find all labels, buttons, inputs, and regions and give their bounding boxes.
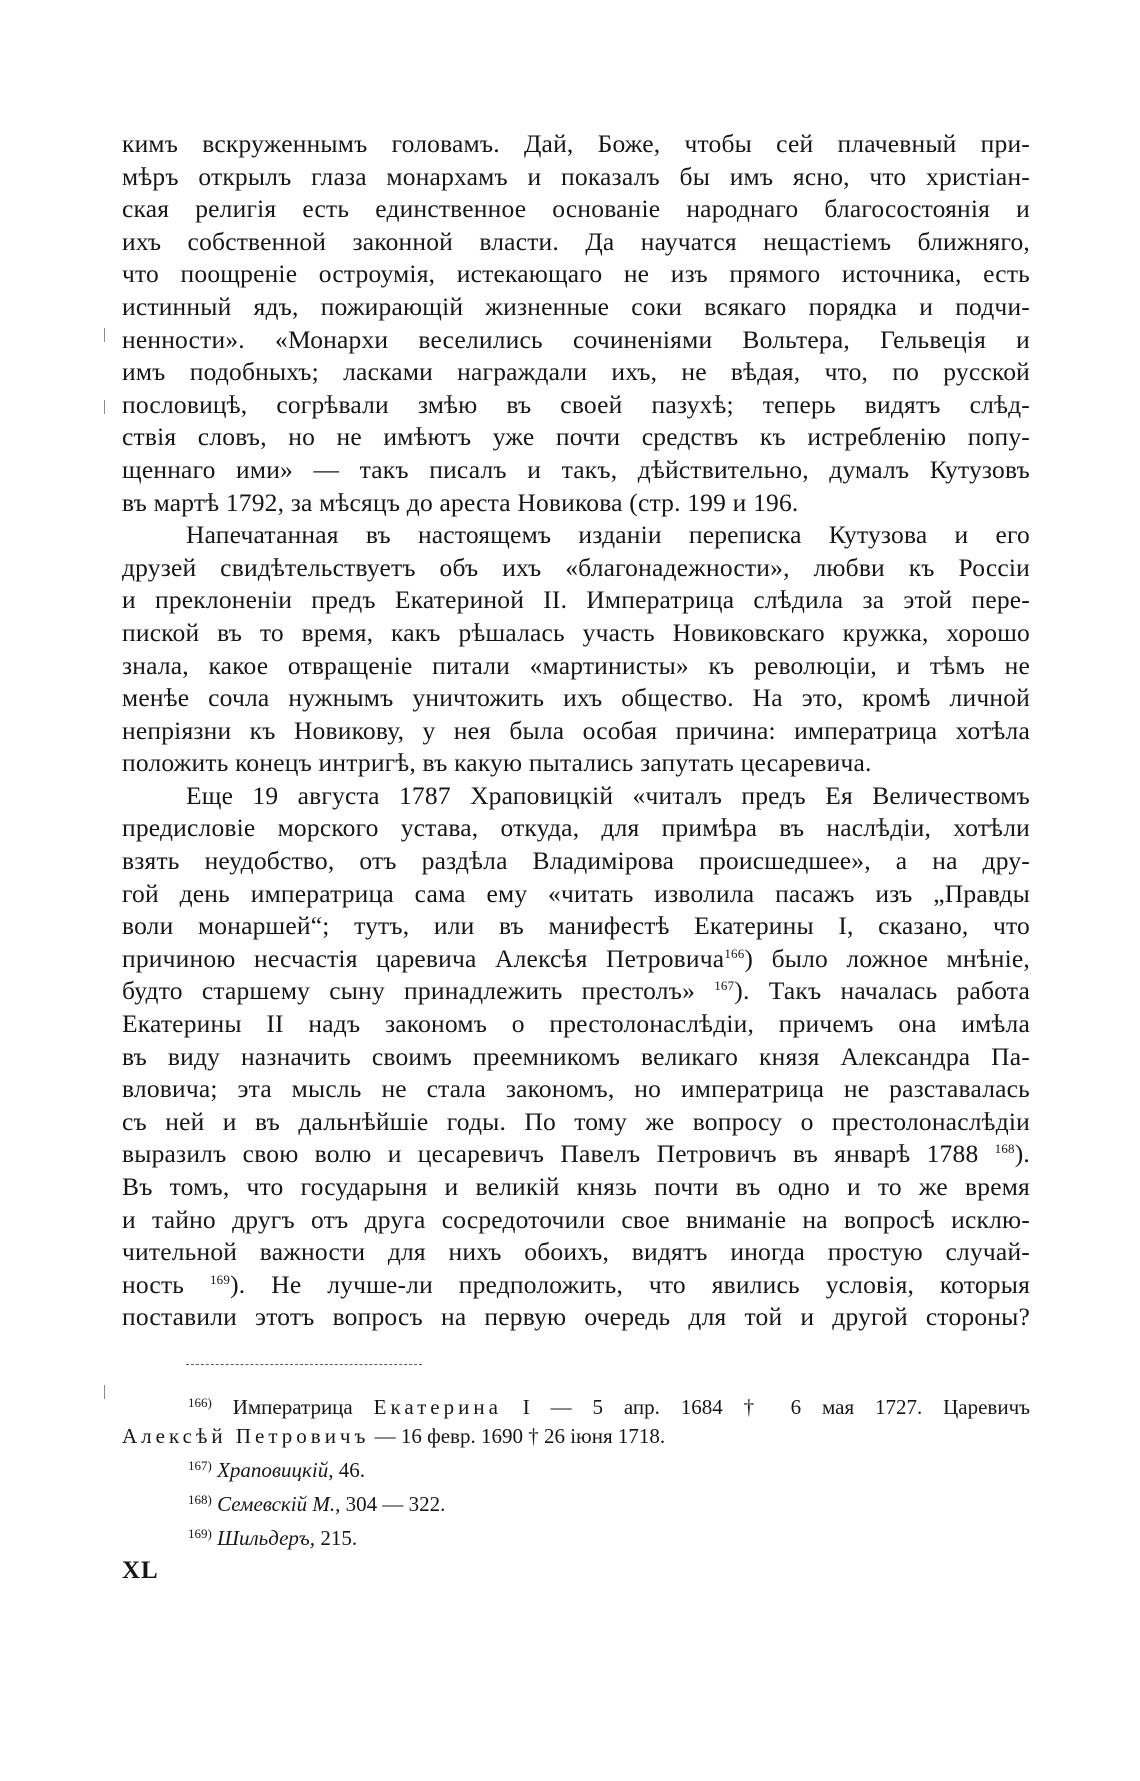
text-line: въ виду назначить своимъ преемникомъ великаго князя Александра Па- bbox=[122, 1041, 1030, 1071]
footnote-ref: 169 bbox=[209, 1271, 231, 1287]
text-line: поставили этотъ вопросъ на первую очередь для той и другой стороны? bbox=[122, 1302, 1030, 1332]
footnote-page: 304 — 322. bbox=[345, 1492, 446, 1516]
text-line-with-ref bbox=[122, 1138, 1030, 1171]
footnote-mark: 166) bbox=[188, 1395, 212, 1410]
text-line: Въ томъ, что государыня и великій князь почти въ одно и то же время bbox=[122, 1172, 1030, 1201]
paragraph-1 bbox=[122, 128, 1030, 519]
footnote-mark: 169) bbox=[188, 1526, 212, 1541]
text-segment: выразилъ свою волю и цесаревичъ Павелъ Петровичъ въ январѣ 1788 bbox=[122, 1139, 979, 1169]
footnote-167 bbox=[122, 1451, 1030, 1485]
text-line: воли монаршей“; тутъ, или въ манифестѣ Екатерины I, сказано, что bbox=[122, 911, 1030, 941]
text-line: кимъ вскруженнымъ головамъ. Дай, Боже, чтобы сей плачевный при- bbox=[122, 129, 1030, 158]
text-line: Екатерины II надъ закономъ о престолонаслѣдіи, причемъ она имѣла bbox=[122, 1009, 1030, 1039]
footnote-name: Екатерина bbox=[373, 1395, 502, 1419]
footnote-separator bbox=[186, 1364, 422, 1365]
text-line: ихъ собственной законной власти. Да научатся нещастіемъ ближняго, bbox=[122, 226, 1030, 256]
main-text bbox=[122, 128, 1030, 1334]
text-line: Еще 19 августа 1787 Храповицкій «читалъ предъ Ея Величествомъ bbox=[186, 780, 1030, 810]
text-line: вловича; эта мысль не стала закономъ, но императрица не разставалась bbox=[122, 1074, 1030, 1104]
text-line: знала, какое отвращеніе питали «мартинисты» къ революціи, и тѣмъ не bbox=[122, 650, 1030, 680]
text-line: и тайно другъ отъ друга сосредоточили свое вниманіе на вопросѣ исклю- bbox=[122, 1204, 1030, 1234]
footnote-text: — 16 февр. 1690 † 26 іюня 1718. bbox=[374, 1424, 666, 1448]
footnote-source: Шильдеръ, bbox=[217, 1526, 316, 1550]
page-number: XL bbox=[122, 1557, 159, 1584]
footnotes bbox=[122, 1388, 1030, 1553]
footnote-mark: 168) bbox=[188, 1492, 212, 1507]
text-segment: ). bbox=[1014, 1139, 1030, 1169]
footnote-166 bbox=[122, 1388, 1030, 1422]
footnote-text: I — 5 апр. 1684 † 6 мая 1727. Царевичъ bbox=[522, 1395, 1031, 1419]
text-line: въ мартѣ 1792, за мѣсяцъ до ареста Новикова (стр. 199 и 196. bbox=[122, 487, 799, 517]
text-line: пиской въ то время, какъ рѣшалась участь Новиковскаго кружка, хорошо bbox=[122, 617, 1030, 647]
text-line: ненности». «Монархи веселились сочиненіями Вольтера, Гельвеція и bbox=[122, 324, 1030, 354]
footnote-page: 46. bbox=[338, 1458, 365, 1482]
text-line: Напечатанная въ настоящемъ изданіи переписка Кутузова и его bbox=[186, 520, 1030, 550]
text-line: мѣръ открылъ глаза монархамъ и показалъ бы имъ ясно, что христіан- bbox=[122, 161, 1030, 191]
text-segment: ) было ложное мнѣніе, bbox=[744, 943, 1030, 973]
text-segment: причиною несчастія царевича Алексѣя Петровича bbox=[122, 943, 725, 973]
text-line: предисловіе морского устава, откуда, для примѣра въ наслѣдіи, хотѣли bbox=[122, 813, 1030, 843]
paragraph-3 bbox=[122, 780, 1030, 1334]
text-line: гой день императрица сама ему «читать изволила пасажъ изъ „Правды bbox=[122, 878, 1030, 908]
text-line: истинный ядъ, пожирающій жизненные соки всякаго порядка и подчи- bbox=[122, 291, 1030, 321]
text-segment: будто старшему сыну принадлежить престолъ» bbox=[122, 976, 696, 1006]
footnote-ref: 167 bbox=[714, 978, 735, 994]
footnote-168 bbox=[122, 1485, 1030, 1519]
footnote-source: Храповицкій, bbox=[217, 1458, 334, 1482]
text-line: щеннаго ими» — такъ писалъ и такъ, дѣйствительно, думалъ Кутузовъ bbox=[122, 454, 1030, 484]
text-line: пословицѣ, согрѣвали змѣю въ своей пазухѣ; теперь видятъ слѣд- bbox=[122, 389, 1030, 419]
text-segment: ). Не лучше-ли предположить, что явились условія, которыя bbox=[230, 1269, 1030, 1299]
footnote-ref: 168 bbox=[994, 1141, 1015, 1157]
footnote-ref: 166 bbox=[724, 945, 745, 961]
text-line-with-ref bbox=[122, 1269, 1030, 1302]
margin-mark bbox=[104, 400, 105, 414]
text-line: съ ней и въ дальнѣйшіе годы. По тому же вопросу о престолонаслѣдіи bbox=[122, 1106, 1030, 1136]
text-segment: ). Такъ началась работа bbox=[734, 976, 1030, 1006]
footnote-name: Алексѣй Петровичъ bbox=[122, 1424, 370, 1448]
text-line-with-ref bbox=[122, 943, 1030, 976]
text-line: чительной важности для нихъ обоихъ, видятъ иногда простую случай- bbox=[122, 1237, 1030, 1267]
text-line-with-ref bbox=[122, 975, 1030, 1008]
paragraph-2 bbox=[122, 519, 1030, 780]
footnote-page: 215. bbox=[320, 1526, 358, 1550]
text-line: имъ подобныхъ; ласками награждали ихъ, не вѣдая, что, по русской bbox=[122, 357, 1030, 387]
margin-mark bbox=[104, 328, 105, 342]
footnote-166-continued bbox=[122, 1422, 1030, 1451]
text-line: ствія словъ, но не имѣютъ уже почти средствъ къ истребленію попу- bbox=[122, 422, 1030, 452]
text-line: что поощреніе остроумія, истекающаго не изъ прямого источника, есть bbox=[122, 259, 1030, 289]
footnote-text: Императрица bbox=[232, 1395, 353, 1419]
text-line: ская религія есть единственное основаніе народнаго благосостоянія и bbox=[122, 194, 1030, 224]
text-line: непріязни къ Новикову, у нея была особая причина: императрица хотѣла bbox=[122, 715, 1030, 745]
text-line: друзей свидѣтельствуетъ объ ихъ «благонадежности», любви къ Россіи bbox=[122, 552, 1030, 582]
footnote-source: Семевскій М., bbox=[217, 1492, 341, 1516]
margin-mark bbox=[104, 1385, 105, 1399]
text-line: и преклоненіи предъ Екатериной II. Императрица слѣдила за этой пере- bbox=[122, 585, 1030, 615]
text-segment: ность bbox=[122, 1269, 185, 1299]
footnote-169 bbox=[122, 1519, 1030, 1553]
text-line: положить конецъ интригѣ, въ какую пытались запутать цесаревича. bbox=[122, 748, 872, 778]
footnote-mark: 167) bbox=[188, 1458, 212, 1473]
text-line: менѣе сочла нужнымъ уничтожить ихъ общество. На это, кромѣ личной bbox=[122, 683, 1030, 713]
text-line: взять неудобство, отъ раздѣла Владимірова происшедшее», а на дру- bbox=[122, 846, 1030, 876]
